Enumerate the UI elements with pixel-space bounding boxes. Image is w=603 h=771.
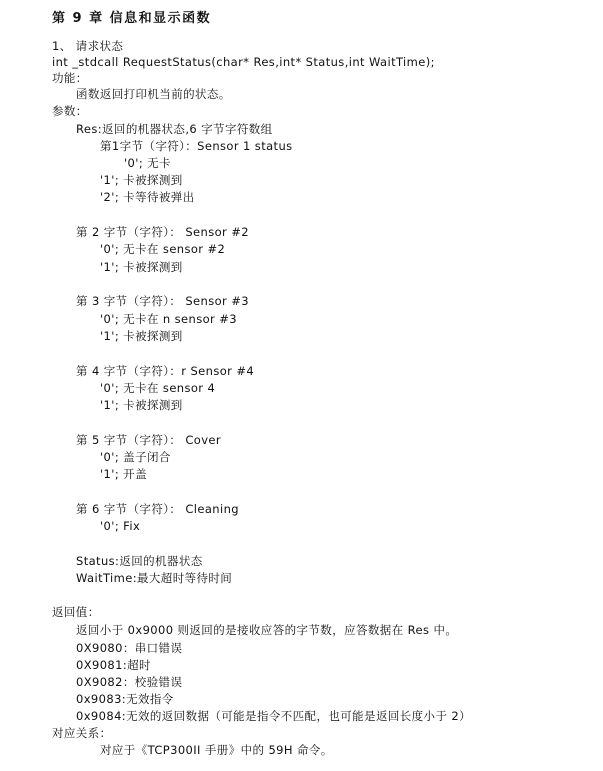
return-label: 返回值： [52,605,100,619]
byte-value: '0'; 无卡在 n sensor #3 [100,312,237,326]
waittime-param-description: WaitTime:最大超时等待时间 [76,571,233,585]
return-line: 0x9084:无效的返回数据（可能是指令不匹配，也可能是返回长度小于 2） [76,709,472,723]
byte-header: 第 6 字节（字符）： Cleaning [76,502,239,516]
mapping-description: 对应于《TCP300II 手册》中的 59H 命令。 [100,743,333,757]
byte-header: 第 3 字节（字符）： Sensor #3 [76,294,249,308]
byte-value: '0'; 无卡 [124,156,171,170]
byte-value: '1'; 卡被探测到 [100,173,183,187]
res-param-description: Res:返回的机器状态,6 字节字符数组 [76,122,273,136]
return-line: 返回小于 0x9000 则返回的是接收应答的字节数，应答数据在 Res 中。 [76,623,458,637]
byte-header: 第 5 字节（字符）： Cover [76,433,222,447]
mapping-label: 对应关系： [52,726,112,740]
byte-header: 第 4 字节（字符）：r Sensor #4 [76,364,255,378]
return-line: 0X9080：串口错误 [76,641,183,655]
byte-header: 第 2 字节（字符）： Sensor #2 [76,225,249,239]
params-label: 参数： [52,104,88,118]
byte-value: '0'; 无卡在 sensor 4 [100,381,216,395]
byte-value: '0'; 盖子闭合 [100,450,171,464]
byte-value: '1'; 卡被探测到 [100,260,183,274]
function-description: 函数返回打印机当前的状态。 [76,87,231,101]
byte-value: '1'; 开盖 [100,467,147,481]
return-line: 0x9083:无效指令 [76,692,174,706]
status-param-description: Status:返回的机器状态 [76,554,203,568]
function-label: 功能： [52,71,88,85]
return-line: 0X9081:超时 [76,658,151,672]
byte-value: '1'; 卡被探测到 [100,329,183,343]
chapter-title: 第 9 章 信息和显示函数 [52,11,212,26]
function-signature: int _stdcall RequestStatus(char* Res,int* Status,int WaitTime); [52,55,435,69]
byte-header: 第1字节（字符）：Sensor 1 status [100,139,293,153]
byte-value: '0'; Fix [100,519,141,533]
return-line: 0X9082：校验错误 [76,675,183,689]
section-heading: 1、 请求状态 [52,39,124,53]
byte-value: '0'; 无卡在 sensor #2 [100,242,226,256]
byte-value: '1'; 卡被探测到 [100,398,183,412]
byte-value: '2'; 卡等待被弹出 [100,190,195,204]
